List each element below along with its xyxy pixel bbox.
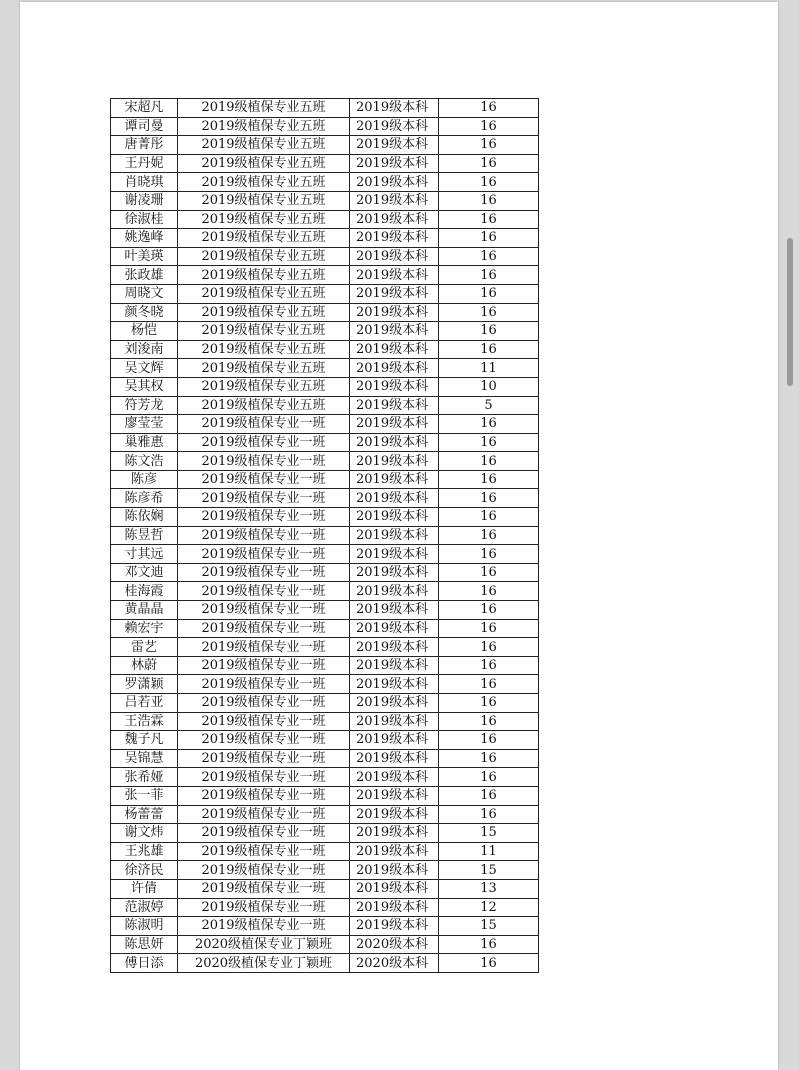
grade-cell: 2019级本科 (350, 322, 439, 341)
grade-cell: 2019级本科 (350, 656, 439, 675)
class-cell: 2019级植保专业一班 (178, 768, 350, 787)
class-cell: 2019级植保专业一班 (178, 749, 350, 768)
student-name-cell: 魏子凡 (111, 731, 178, 750)
table-row (111, 117, 539, 136)
score-cell: 5 (439, 396, 539, 415)
class-cell: 2019级植保专业五班 (178, 99, 350, 118)
student-name-cell: 陈思妍 (111, 935, 178, 954)
class-cell: 2019级植保专业五班 (178, 136, 350, 155)
table-row (111, 154, 539, 173)
class-cell: 2019级植保专业一班 (178, 694, 350, 713)
student-name-cell: 罗潇颖 (111, 675, 178, 694)
class-cell: 2019级植保专业一班 (178, 879, 350, 898)
grade-cell: 2019级本科 (350, 619, 439, 638)
score-cell: 16 (439, 749, 539, 768)
student-name-cell: 张一菲 (111, 786, 178, 805)
student-name-cell: 姚逸峰 (111, 229, 178, 248)
grade-cell: 2019级本科 (350, 396, 439, 415)
class-cell: 2019级植保专业一班 (178, 824, 350, 843)
score-cell: 16 (439, 656, 539, 675)
grade-cell: 2019级本科 (350, 879, 439, 898)
score-cell: 16 (439, 786, 539, 805)
score-cell: 16 (439, 489, 539, 508)
grade-cell: 2019级本科 (350, 489, 439, 508)
score-cell: 16 (439, 452, 539, 471)
table-row (111, 712, 539, 731)
score-cell: 16 (439, 582, 539, 601)
student-name-cell: 许倩 (111, 879, 178, 898)
class-cell: 2019级植保专业一班 (178, 712, 350, 731)
student-name-cell: 刘浚南 (111, 340, 178, 359)
score-cell: 16 (439, 247, 539, 266)
class-cell: 2019级植保专业一班 (178, 415, 350, 434)
grade-cell: 2019级本科 (350, 359, 439, 378)
class-cell: 2019级植保专业一班 (178, 601, 350, 620)
grade-cell: 2019级本科 (350, 861, 439, 880)
grade-cell: 2019级本科 (350, 582, 439, 601)
score-cell: 16 (439, 191, 539, 210)
class-cell: 2019级植保专业一班 (178, 526, 350, 545)
class-cell: 2019级植保专业一班 (178, 786, 350, 805)
student-name-cell: 周晓文 (111, 284, 178, 303)
grade-cell: 2019级本科 (350, 768, 439, 787)
class-cell: 2019级植保专业五班 (178, 322, 350, 341)
student-name-cell: 王丹妮 (111, 154, 178, 173)
grade-cell: 2019级本科 (350, 340, 439, 359)
table-row (111, 824, 539, 843)
table-row (111, 359, 539, 378)
student-name-cell: 杨蕾蕾 (111, 805, 178, 824)
table-row (111, 954, 539, 973)
grade-cell: 2019级本科 (350, 526, 439, 545)
score-cell: 12 (439, 898, 539, 917)
score-cell: 16 (439, 117, 539, 136)
table-row (111, 842, 539, 861)
score-cell: 16 (439, 322, 539, 341)
table-row (111, 470, 539, 489)
student-name-cell: 张希娅 (111, 768, 178, 787)
grade-cell: 2019级本科 (350, 805, 439, 824)
table-row (111, 545, 539, 564)
student-name-cell: 雷艺 (111, 638, 178, 657)
table-row (111, 340, 539, 359)
student-name-cell: 张政雄 (111, 266, 178, 285)
table-row (111, 284, 539, 303)
grade-cell: 2019级本科 (350, 601, 439, 620)
score-cell: 16 (439, 340, 539, 359)
class-cell: 2019级植保专业五班 (178, 377, 350, 396)
score-cell: 16 (439, 433, 539, 452)
class-cell: 2019级植保专业五班 (178, 284, 350, 303)
score-cell: 16 (439, 154, 539, 173)
score-cell: 16 (439, 508, 539, 527)
student-name-cell: 徐淑桂 (111, 210, 178, 229)
class-cell: 2019级植保专业一班 (178, 805, 350, 824)
table-row (111, 191, 539, 210)
score-cell: 16 (439, 694, 539, 713)
class-cell: 2019级植保专业五班 (178, 210, 350, 229)
score-cell: 16 (439, 768, 539, 787)
table-row (111, 136, 539, 155)
grade-cell: 2019级本科 (350, 563, 439, 582)
student-name-cell: 谭司曼 (111, 117, 178, 136)
grade-cell: 2019级本科 (350, 247, 439, 266)
table-row (111, 805, 539, 824)
student-name-cell: 唐菁彤 (111, 136, 178, 155)
table-row (111, 489, 539, 508)
score-cell: 16 (439, 266, 539, 285)
grade-cell: 2019级本科 (350, 712, 439, 731)
table-row (111, 898, 539, 917)
grade-cell: 2019级本科 (350, 731, 439, 750)
table-row (111, 377, 539, 396)
score-cell: 16 (439, 805, 539, 824)
student-name-cell: 黄晶晶 (111, 601, 178, 620)
class-cell: 2019级植保专业五班 (178, 247, 350, 266)
table-row (111, 266, 539, 285)
class-cell: 2019级植保专业一班 (178, 489, 350, 508)
class-cell: 2019级植保专业五班 (178, 117, 350, 136)
score-cell: 11 (439, 842, 539, 861)
class-cell: 2019级植保专业一班 (178, 545, 350, 564)
grade-cell: 2019级本科 (350, 117, 439, 136)
class-cell: 2019级植保专业五班 (178, 303, 350, 322)
student-name-cell: 徐济民 (111, 861, 178, 880)
student-name-cell: 桂海霞 (111, 582, 178, 601)
score-cell: 16 (439, 415, 539, 434)
score-cell: 15 (439, 917, 539, 936)
class-cell: 2019级植保专业五班 (178, 340, 350, 359)
score-cell: 16 (439, 935, 539, 954)
table-row (111, 526, 539, 545)
grade-cell: 2019级本科 (350, 508, 439, 527)
score-cell: 16 (439, 638, 539, 657)
grade-cell: 2019级本科 (350, 694, 439, 713)
grade-cell: 2019级本科 (350, 917, 439, 936)
grade-cell: 2019级本科 (350, 786, 439, 805)
table-row (111, 675, 539, 694)
table-row (111, 396, 539, 415)
table-row (111, 229, 539, 248)
grade-cell: 2019级本科 (350, 173, 439, 192)
class-cell: 2019级植保专业一班 (178, 861, 350, 880)
table-row (111, 582, 539, 601)
student-name-cell: 谢文炜 (111, 824, 178, 843)
table-row (111, 99, 539, 118)
class-cell: 2019级植保专业五班 (178, 173, 350, 192)
student-name-cell: 范淑婷 (111, 898, 178, 917)
table-row (111, 452, 539, 471)
grade-cell: 2019级本科 (350, 749, 439, 768)
student-name-cell: 寸其远 (111, 545, 178, 564)
student-name-cell: 林蔚 (111, 656, 178, 675)
class-cell: 2019级植保专业五班 (178, 266, 350, 285)
score-cell: 16 (439, 210, 539, 229)
class-cell: 2019级植保专业一班 (178, 563, 350, 582)
score-cell: 16 (439, 601, 539, 620)
student-name-cell: 陈淑明 (111, 917, 178, 936)
grade-cell: 2019级本科 (350, 898, 439, 917)
student-name-cell: 叶美瑛 (111, 247, 178, 266)
score-cell: 16 (439, 99, 539, 118)
score-cell: 16 (439, 563, 539, 582)
grade-cell: 2019级本科 (350, 545, 439, 564)
student-name-cell: 王兆雄 (111, 842, 178, 861)
table-row (111, 917, 539, 936)
score-cell: 16 (439, 136, 539, 155)
student-name-cell: 巢雅惠 (111, 433, 178, 452)
class-cell: 2019级植保专业一班 (178, 470, 350, 489)
grade-cell: 2020级本科 (350, 935, 439, 954)
table-row (111, 656, 539, 675)
grade-cell: 2020级本科 (350, 954, 439, 973)
table-row (111, 786, 539, 805)
class-cell: 2019级植保专业一班 (178, 619, 350, 638)
student-name-cell: 陈文浩 (111, 452, 178, 471)
class-cell: 2019级植保专业五班 (178, 154, 350, 173)
class-cell: 2019级植保专业五班 (178, 229, 350, 248)
class-cell: 2019级植保专业一班 (178, 842, 350, 861)
score-cell: 16 (439, 619, 539, 638)
table-row (111, 563, 539, 582)
table-row (111, 861, 539, 880)
grade-cell: 2019级本科 (350, 154, 439, 173)
grade-cell: 2019级本科 (350, 842, 439, 861)
student-name-cell: 傅日添 (111, 954, 178, 973)
student-name-cell: 吴其权 (111, 377, 178, 396)
table-row (111, 879, 539, 898)
score-cell: 16 (439, 284, 539, 303)
student-name-cell: 吕若亚 (111, 694, 178, 713)
table-row (111, 247, 539, 266)
student-name-cell: 陈彦 (111, 470, 178, 489)
class-cell: 2019级植保专业一班 (178, 582, 350, 601)
table-row (111, 508, 539, 527)
grade-cell: 2019级本科 (350, 433, 439, 452)
student-name-cell: 谢凌珊 (111, 191, 178, 210)
table-row (111, 749, 539, 768)
score-cell: 16 (439, 229, 539, 248)
score-cell: 13 (439, 879, 539, 898)
class-cell: 2019级植保专业一班 (178, 675, 350, 694)
score-cell: 16 (439, 731, 539, 750)
score-cell: 16 (439, 470, 539, 489)
student-name-cell: 赖宏宇 (111, 619, 178, 638)
score-cell: 15 (439, 861, 539, 880)
score-cell: 16 (439, 303, 539, 322)
grade-cell: 2019级本科 (350, 377, 439, 396)
grade-cell: 2019级本科 (350, 452, 439, 471)
class-cell: 2019级植保专业一班 (178, 731, 350, 750)
table-row (111, 731, 539, 750)
student-name-cell: 吴文辉 (111, 359, 178, 378)
grade-cell: 2019级本科 (350, 99, 439, 118)
table-row (111, 935, 539, 954)
student-name-cell: 陈彦希 (111, 489, 178, 508)
table-row (111, 601, 539, 620)
grade-cell: 2019级本科 (350, 675, 439, 694)
table-row (111, 638, 539, 657)
table-row (111, 415, 539, 434)
score-cell: 16 (439, 545, 539, 564)
student-name-cell: 吴锦慧 (111, 749, 178, 768)
student-name-cell: 宋超凡 (111, 99, 178, 118)
score-cell: 16 (439, 712, 539, 731)
student-name-cell: 陈昱哲 (111, 526, 178, 545)
student-name-cell: 颜冬晓 (111, 303, 178, 322)
table-row (111, 322, 539, 341)
grade-cell: 2019级本科 (350, 210, 439, 229)
grade-cell: 2019级本科 (350, 470, 439, 489)
grade-cell: 2019级本科 (350, 266, 439, 285)
table-row (111, 433, 539, 452)
score-cell: 15 (439, 824, 539, 843)
table-row (111, 173, 539, 192)
table-row (111, 694, 539, 713)
class-cell: 2019级植保专业一班 (178, 656, 350, 675)
score-cell: 11 (439, 359, 539, 378)
student-table-body (111, 99, 539, 973)
grade-cell: 2019级本科 (350, 284, 439, 303)
grade-cell: 2019级本科 (350, 415, 439, 434)
class-cell: 2019级植保专业一班 (178, 433, 350, 452)
class-cell: 2020级植保专业丁颖班 (178, 954, 350, 973)
student-name-cell: 陈依娴 (111, 508, 178, 527)
student-name-cell: 杨恺 (111, 322, 178, 341)
class-cell: 2019级植保专业一班 (178, 898, 350, 917)
class-cell: 2019级植保专业一班 (178, 452, 350, 471)
student-name-cell: 廖莹莹 (111, 415, 178, 434)
score-cell: 16 (439, 173, 539, 192)
grade-cell: 2019级本科 (350, 136, 439, 155)
class-cell: 2019级植保专业一班 (178, 917, 350, 936)
grade-cell: 2019级本科 (350, 191, 439, 210)
student-name-cell: 肖晓琪 (111, 173, 178, 192)
table-row (111, 768, 539, 787)
document-page (20, 2, 778, 1070)
vertical-scrollbar[interactable] (787, 238, 793, 386)
class-cell: 2020级植保专业丁颖班 (178, 935, 350, 954)
score-cell: 16 (439, 526, 539, 545)
grade-cell: 2019级本科 (350, 638, 439, 657)
score-cell: 10 (439, 377, 539, 396)
class-cell: 2019级植保专业五班 (178, 396, 350, 415)
class-cell: 2019级植保专业一班 (178, 638, 350, 657)
student-table (110, 98, 539, 973)
student-name-cell: 符芳龙 (111, 396, 178, 415)
student-name-cell: 邓文迪 (111, 563, 178, 582)
table-row (111, 210, 539, 229)
grade-cell: 2019级本科 (350, 229, 439, 248)
grade-cell: 2019级本科 (350, 303, 439, 322)
table-row (111, 619, 539, 638)
score-cell: 16 (439, 675, 539, 694)
class-cell: 2019级植保专业五班 (178, 359, 350, 378)
table-row (111, 303, 539, 322)
grade-cell: 2019级本科 (350, 824, 439, 843)
class-cell: 2019级植保专业一班 (178, 508, 350, 527)
class-cell: 2019级植保专业五班 (178, 191, 350, 210)
student-name-cell: 王浩霖 (111, 712, 178, 731)
score-cell: 16 (439, 954, 539, 973)
